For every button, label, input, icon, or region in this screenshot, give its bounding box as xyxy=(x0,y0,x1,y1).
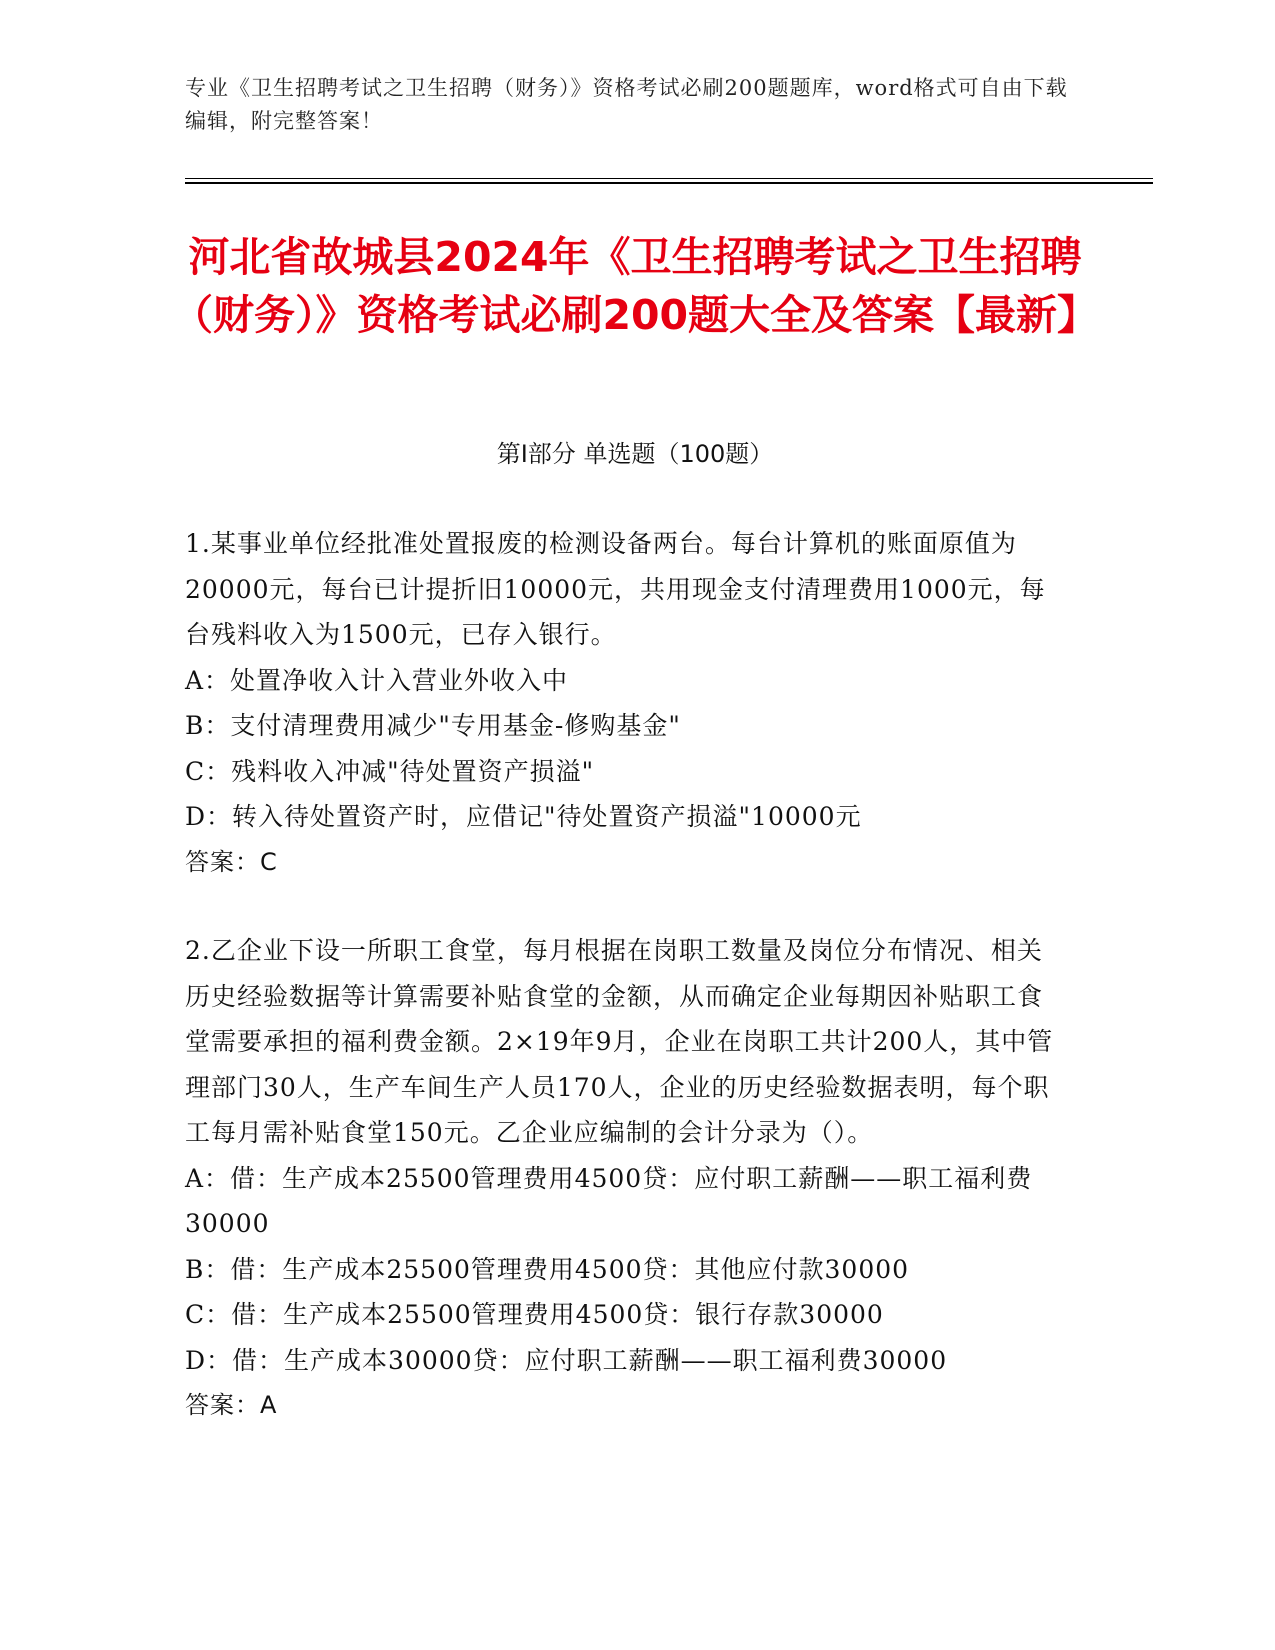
option-d: D：借：生产成本30000贷：应付职工薪酬——职工福利费30000 xyxy=(185,1345,948,1375)
question-2 xyxy=(185,928,1065,1429)
question-1 xyxy=(185,521,1065,885)
option-a: A：处置净收入计入营业外收入中 xyxy=(185,665,569,695)
option-d: D：转入待处置资产时，应借记"待处置资产损溢"10000元 xyxy=(185,802,862,831)
section-heading: 第Ⅰ部分 单选题（100题） xyxy=(496,440,774,468)
document-title: 河北省故城县2024年《卫生招聘考试之卫生招聘（财务）》资格考试必刷200题大全及答案【最新】 xyxy=(171,233,1099,339)
header-note: 专业《卫生招聘考试之卫生招聘（财务）》资格考试必刷200题题库，word格式可自由下载编辑，附完整答案！ xyxy=(185,76,1068,133)
option-c: C：借：生产成本25500管理费用4500贷：银行存款30000 xyxy=(185,1300,884,1329)
option-c: C：残料收入冲减"待处置资产损溢" xyxy=(185,756,595,786)
header-divider-thin xyxy=(185,178,1153,179)
answer: 答案：A xyxy=(185,1391,278,1419)
answer: 答案：C xyxy=(185,847,278,876)
option-a: A：借：生产成本25500管理费用4500贷：应付职工薪酬——职工福利费30000 xyxy=(185,1163,1033,1238)
option-b: B：借：生产成本25500管理费用4500贷：其他应付款30000 xyxy=(185,1254,910,1284)
option-b: B：支付清理费用减少"专用基金-修购基金" xyxy=(185,711,681,740)
question-stem: 2.乙企业下设一所职工食堂，每月根据在岗职工数量及岗位分布情况、相关历史经验数据等计算需要补贴食堂的金额，从而确定企业每期因补贴职工食堂需要承担的福利费金额。2×19年9月，企业在岗职工共计200人，其中管理部门30人，生产车间生产人员170人，企业的历史经验数据表明，每个职工每月需补贴食堂150元。乙企业应编制的会计分录为（）。 xyxy=(185,936,1054,1147)
header-divider-thick xyxy=(185,182,1153,184)
question-stem: 1.某事业单位经批准处置报废的检测设备两台。每台计算机的账面原值为20000元，每台已计提折旧10000元，共用现金支付清理费用1000元，每台残料收入为1500元，已存入银行。 xyxy=(185,529,1046,649)
